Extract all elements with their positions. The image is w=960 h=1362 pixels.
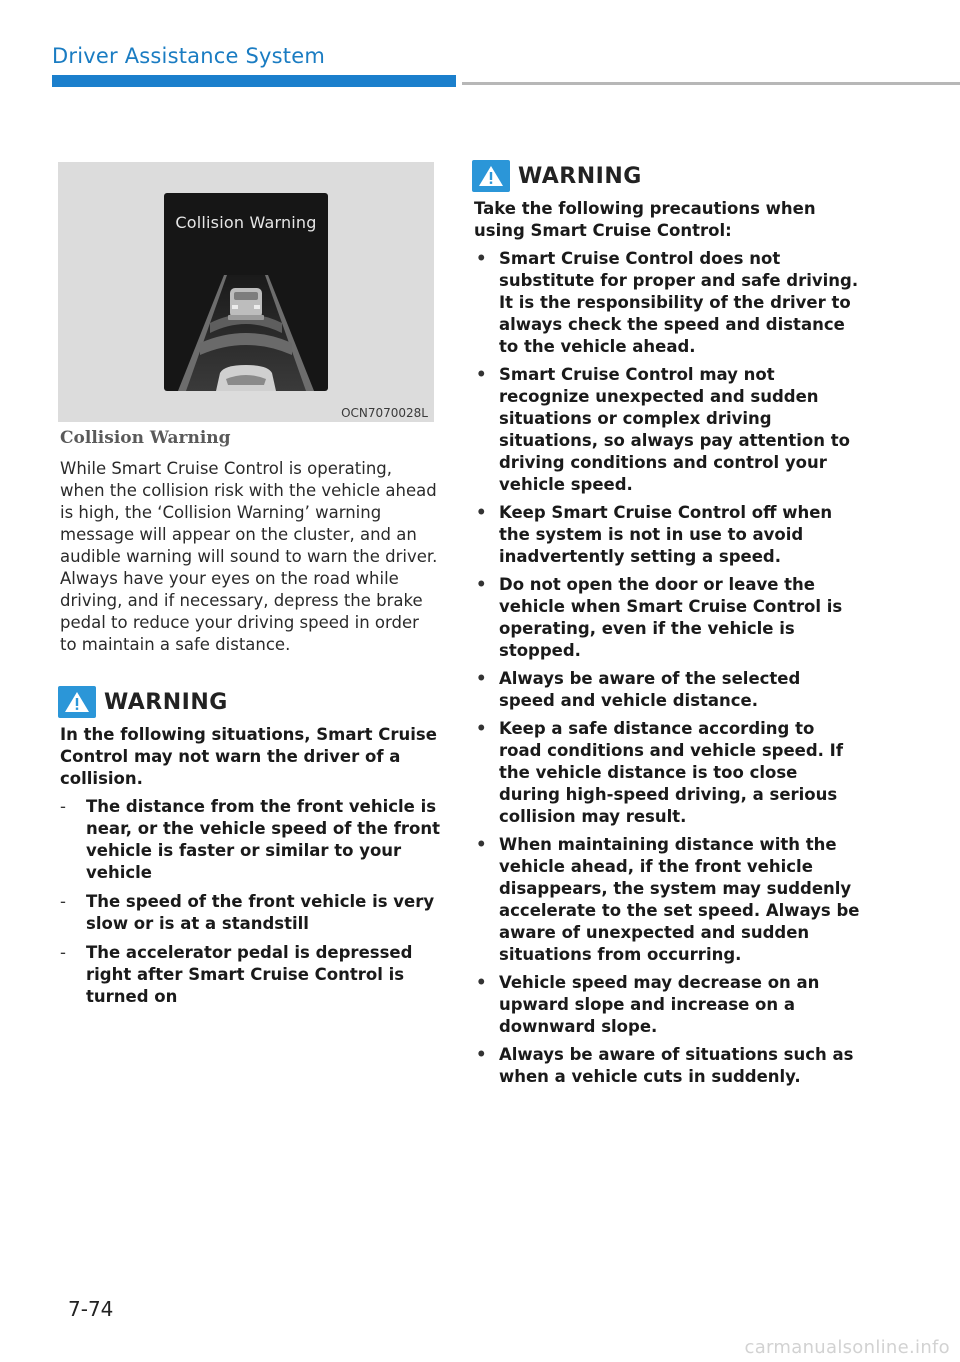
warning-label: WARNING (104, 689, 228, 715)
warning-intro: In the following situations, Smart Cruise Control may not warn the driver of a collision. (60, 725, 437, 788)
list-item: • Vehicle speed may decrease on an upward slope and increase on a downward slope. (476, 973, 820, 1036)
list-item: • Always be aware of the selected speed and vehicle distance. (476, 669, 801, 710)
list-item: - The distance from the front vehicle is near, or the vehicle speed of the front vehicle is faster or similar to your vehicle (60, 797, 440, 882)
warning-triangle-icon (472, 160, 510, 192)
list-item: • Smart Cruise Control does not substitute for proper and safe driving. It is the responsibility of the driver to always check the speed and distance to the vehicle ahead. (476, 249, 859, 356)
cluster-message: Collision Warning (175, 213, 317, 232)
list-item: - The speed of the front vehicle is very slow or is at a standstill (60, 892, 435, 933)
header-rule (462, 82, 960, 85)
road-and-vehicles-illustration (164, 193, 328, 391)
warning-situations-list (60, 796, 440, 1008)
front-vehicle-icon (228, 288, 264, 320)
list-item: • Do not open the door or leave the vehicle when Smart Cruise Control is operating, even if the vehicle is stopped. (476, 575, 843, 660)
section-heading: Collision Warning (60, 428, 231, 448)
list-item: • Keep Smart Cruise Control off when the system is not in use to avoid inadvertently setting a speed. (476, 503, 833, 566)
precautions-list (474, 248, 860, 1088)
list-item: • When maintaining distance with the vehicle ahead, if the front vehicle disappears, the system may suddenly accelerate to the set speed. Always be aware of unexpected and sudden situations from occurring. (476, 835, 860, 964)
warning-triangle-icon (58, 686, 96, 718)
list-item: • Smart Cruise Control may not recognize unexpected and sudden situations or complex driving situations, so always pay attention to driving conditions and control your vehicle speed. (476, 365, 850, 494)
warning-intro: Take the following precautions when using Smart Cruise Control: (474, 199, 816, 240)
header-accent-bar (52, 75, 456, 87)
warning-heading-left (58, 686, 440, 718)
warning-label: WARNING (518, 163, 642, 189)
section-header-title: Driver Assistance System (52, 44, 325, 68)
page-number: 7-74 (68, 1297, 114, 1321)
figure-code: OCN7070028L (341, 406, 428, 420)
watermark: carmanualsonline.info (744, 1337, 950, 1358)
list-item: - The accelerator pedal is depressed right after Smart Cruise Control is turned on (60, 943, 413, 1006)
left-column (60, 428, 440, 1015)
warning-heading-right (472, 160, 860, 192)
cluster-display (164, 193, 328, 391)
own-vehicle-icon (216, 365, 276, 391)
collision-warning-paragraph: While Smart Cruise Control is operating, when the collision risk with the vehicle ahead is high, the ‘Collision Warning’ warning message will appear on the cluster, and an audible warning will sound to warn the driver. Always have your eyes on the road while driving, and if necessary, depress the brake pedal to reduce your driving speed in order to maintain a safe distance. (60, 459, 438, 654)
right-column (474, 160, 860, 1094)
list-item: • Keep a safe distance according to road conditions and vehicle speed. If the vehicle distance is too close during high-speed driving, a serious collision may result. (476, 719, 843, 826)
collision-warning-figure (58, 162, 434, 422)
list-item: • Always be aware of situations such as when a vehicle cuts in suddenly. (476, 1045, 854, 1086)
